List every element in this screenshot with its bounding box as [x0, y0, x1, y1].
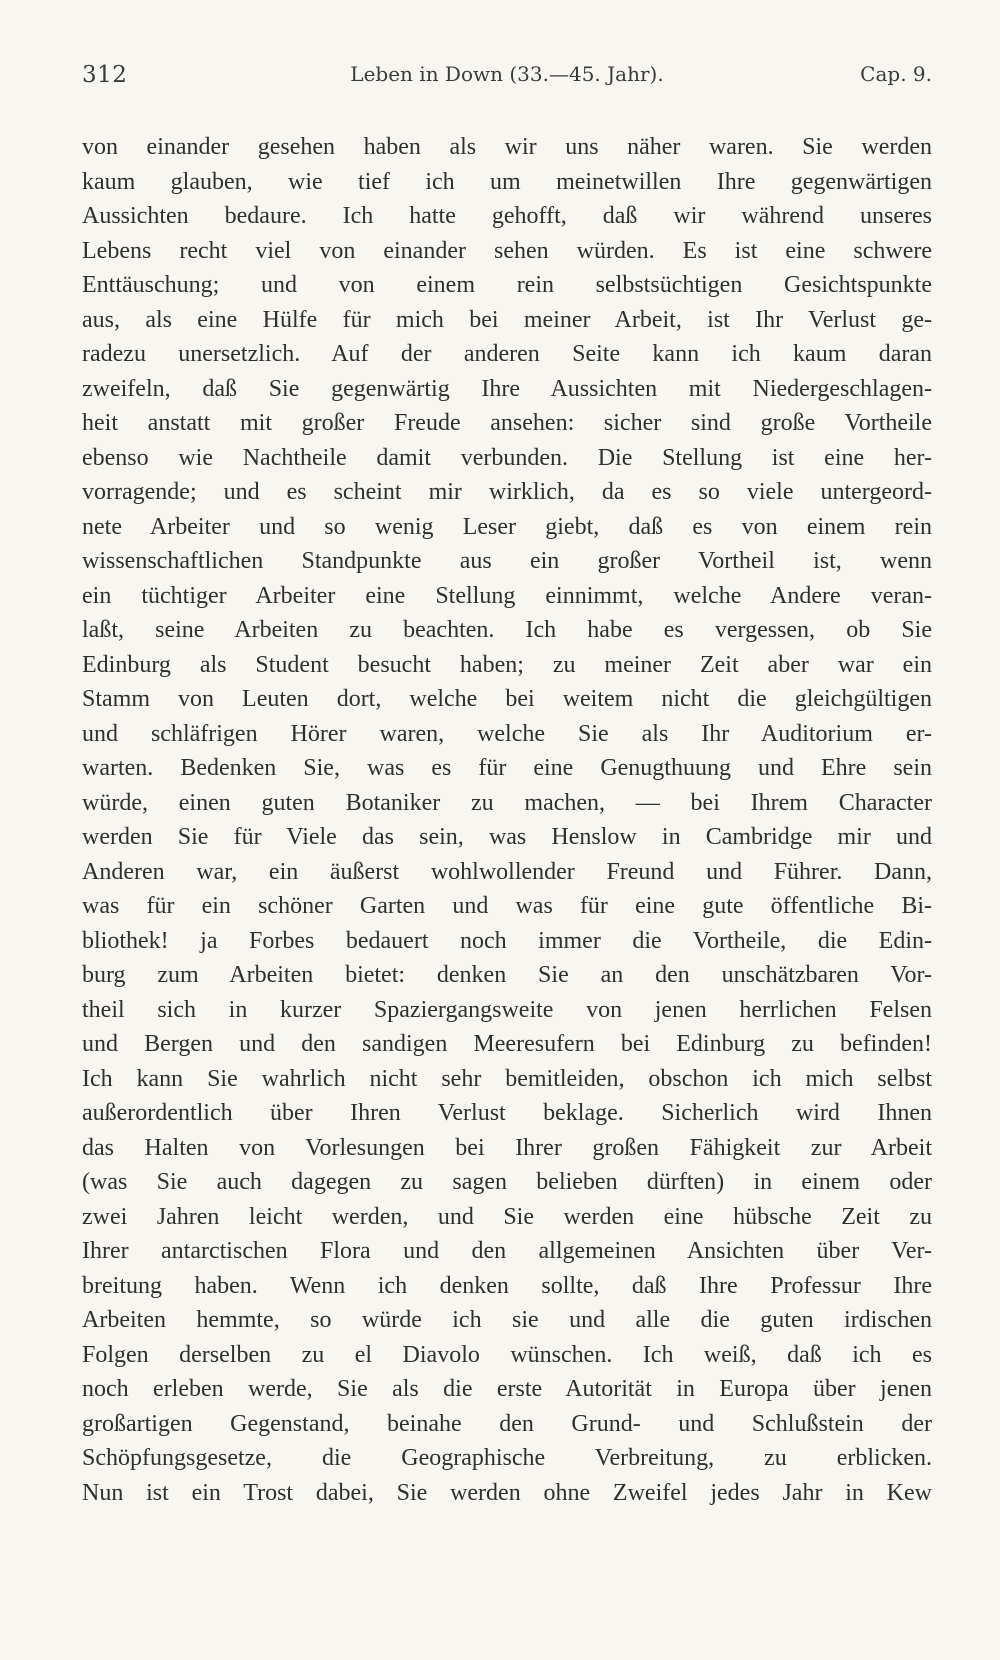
- text-line: würde, einen guten Botaniker zu machen, — bei Ihrem Character: [82, 789, 932, 816]
- text-line: noch erleben werde, Sie als die erste Autorität in Europa über jenen: [82, 1376, 932, 1402]
- text-line: Schöpfungsgesetze, die Geographische Verbreitung, zu erblicken.: [82, 1445, 932, 1471]
- text-line: burg zum Arbeiten bietet: denken Sie an den unschätzbaren Vor-: [82, 962, 932, 988]
- text-line: Stamm von Leuten dort, welche bei weitem nicht die gleichgültigen: [82, 686, 932, 712]
- text-line: von einander gesehen haben als wir uns näher waren. Sie werden: [82, 134, 932, 160]
- text-line: das Halten von Vorlesungen bei Ihrer großen Fähigkeit zur Arbeit: [82, 1134, 932, 1161]
- text-line: Folgen derselben zu el Diavolo wünschen. Ich weiß, daß ich es: [82, 1341, 932, 1368]
- page-number: 312: [82, 62, 128, 88]
- text-line: zwei Jahren leicht werden, und Sie werden eine hübsche Zeit zu: [82, 1203, 932, 1230]
- text-line: bliothek! ja Forbes bedauert noch immer die Vortheile, die Edin-: [82, 927, 932, 954]
- running-header: [82, 62, 932, 98]
- text-line: nete Arbeiter und so wenig Leser giebt, daß es von einem rein: [82, 513, 932, 540]
- text-line: breitung haben. Wenn ich denken sollte, daß Ihre Professur Ihre: [82, 1272, 932, 1299]
- text-line: radezu unersetzlich. Auf der anderen Seite kann ich kaum daran: [82, 341, 932, 367]
- text-line: ebenso wie Nachtheile damit verbunden. Die Stellung ist eine her-: [82, 444, 932, 471]
- text-line: kaum glauben, wie tief ich um meinetwillen Ihre gegenwärtigen: [82, 168, 932, 195]
- text-line: Aussichten bedaure. Ich hatte gehofft, daß wir während unseres: [82, 203, 932, 229]
- text-line: Anderen war, ein äußerst wohlwollender Freund und Führer. Dann,: [82, 858, 932, 885]
- text-line: werden Sie für Viele das sein, was Henslow in Cambridge mir und: [82, 824, 932, 850]
- running-title: Leben in Down (33.—45. Jahr).: [350, 62, 664, 86]
- text-line: großartigen Gegenstand, beinahe den Grund- und Schlußstein der: [82, 1410, 932, 1437]
- text-line: Ich kann Sie wahrlich nicht sehr bemitleiden, obschon ich mich selbst: [82, 1065, 932, 1092]
- text-line: Edinburg als Student besucht haben; zu meiner Zeit aber war ein: [82, 651, 932, 678]
- text-line: (was Sie auch dagegen zu sagen belieben dürften) in einem oder: [82, 1169, 932, 1195]
- text-line: Ihrer antarctischen Flora und den allgemeinen Ansichten über Ver-: [82, 1238, 932, 1264]
- text-line: wissenschaftlichen Standpunkte aus ein großer Vortheil ist, wenn: [82, 548, 932, 574]
- text-line: außerordentlich über Ihren Verlust beklage. Sicherlich wird Ihnen: [82, 1100, 932, 1126]
- text-line: vorragende; und es scheint mir wirklich, da es so viele untergeord-: [82, 479, 932, 505]
- text-line: Lebens recht viel von einander sehen würden. Es ist eine schwere: [82, 237, 932, 264]
- text-line: zweifeln, daß Sie gegenwärtig Ihre Aussichten mit Niedergeschlagen-: [82, 375, 932, 402]
- text-line: Enttäuschung; und von einem rein selbstsüchtigen Gesichtspunkte: [82, 272, 932, 298]
- text-line: warten. Bedenken Sie, was es für eine Genugthuung und Ehre sein: [82, 755, 932, 781]
- text-line: aus, als eine Hülfe für mich bei meiner Arbeit, ist Ihr Verlust ge-: [82, 306, 932, 333]
- text-line: Arbeiten hemmte, so würde ich sie und alle die guten irdischen: [82, 1307, 932, 1333]
- text-line: und schläfrigen Hörer waren, welche Sie als Ihr Auditorium er-: [82, 720, 932, 747]
- text-line: und Bergen und den sandigen Meeresufern bei Edinburg zu befinden!: [82, 1031, 932, 1057]
- text-line: laßt, seine Arbeiten zu beachten. Ich habe es vergessen, ob Sie: [82, 617, 932, 643]
- text-line: was für ein schöner Garten und was für eine gute öffentliche Bi-: [82, 893, 932, 919]
- chapter-reference: Cap. 9.: [860, 62, 932, 86]
- body-text: [82, 130, 932, 1510]
- text-line: theil sich in kurzer Spaziergangsweite von jenen herrlichen Felsen: [82, 996, 932, 1023]
- text-line: heit anstatt mit großer Freude ansehen: sicher sind große Vortheile: [82, 410, 932, 436]
- text-line: Nun ist ein Trost dabei, Sie werden ohne Zweifel jedes Jahr in Kew: [82, 1479, 932, 1506]
- text-line: ein tüchtiger Arbeiter eine Stellung einnimmt, welche Andere veran-: [82, 582, 932, 609]
